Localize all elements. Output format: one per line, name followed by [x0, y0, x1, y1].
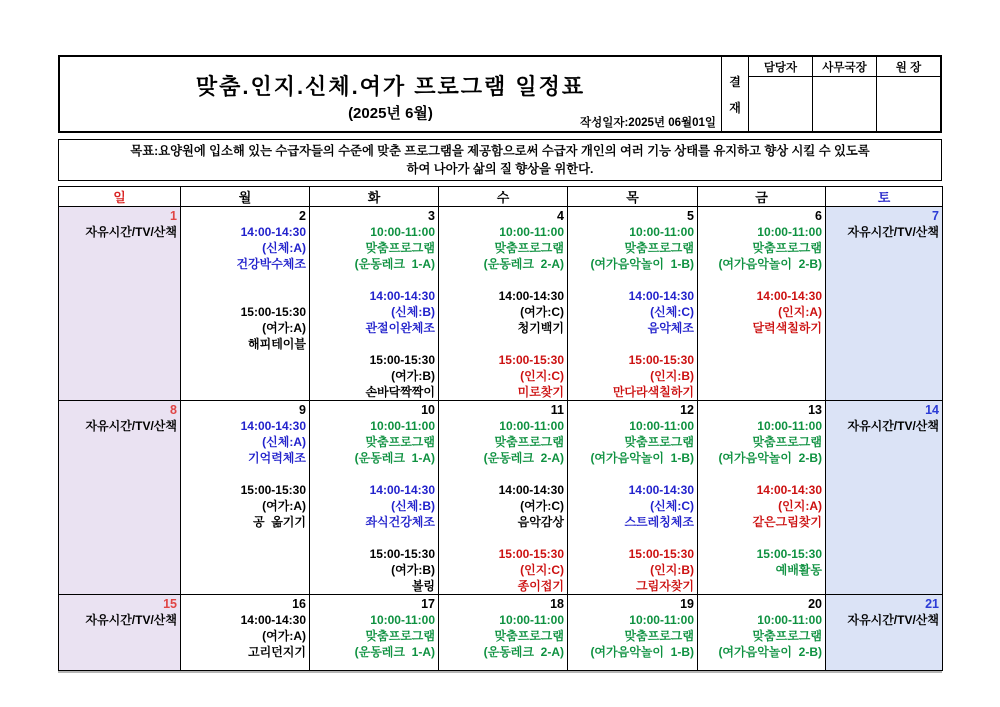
approval-stamp-label: [722, 57, 749, 131]
calendar-week-row: [59, 401, 943, 595]
spacer-line: [440, 272, 564, 288]
spacer-line: [699, 272, 822, 288]
schedule-sheet: [58, 55, 942, 671]
schedule-line: (여가:B): [391, 369, 435, 383]
approval-sign-cell: [749, 77, 813, 131]
day-number: 10: [421, 403, 435, 417]
schedule-line: (인지:A): [778, 499, 822, 513]
schedule-line: (인지:B): [650, 369, 694, 383]
calendar-day-cell-21: [826, 595, 943, 671]
approval-sign-cell: [877, 77, 940, 131]
schedule-line: 음악체조: [647, 321, 694, 335]
calendar-day-cell-14: [826, 401, 943, 595]
schedule-line: 손바닥짝짝이: [365, 385, 435, 399]
day-number: 2: [299, 209, 306, 223]
spacer-line: [440, 336, 564, 352]
schedule-line: (운동레크 1-A): [354, 645, 435, 659]
day-number: 3: [428, 209, 435, 223]
written-date: 작성일자:2025년 06월01일: [580, 117, 716, 129]
calendar-day-cell-18: [439, 595, 568, 671]
schedule-line: 볼링: [411, 579, 435, 593]
schedule-line: 좌식건강체조: [365, 515, 435, 529]
schedule-line: 관절이완체조: [365, 321, 435, 335]
schedule-line: 자유시간/TV/산책: [85, 419, 177, 433]
schedule-line: 미로찾기: [517, 385, 564, 399]
day-number: 14: [925, 403, 939, 417]
schedule-line: (신체:A): [262, 241, 306, 255]
schedule-line: 자유시간/TV/산책: [847, 613, 939, 627]
schedule-line: (여가음악놀이 1-B): [590, 645, 694, 659]
schedule-line: 음악감상: [517, 515, 564, 529]
calendar-day-cell-15: [59, 595, 181, 671]
goal-line-2: 하여 나아가 삶의 질 향상을 위한다.: [406, 162, 594, 176]
schedule-line: (운동레크 1-A): [354, 257, 435, 271]
schedule-line: 14:00-14:30: [369, 483, 435, 497]
approval-signature-row: [749, 77, 940, 131]
schedule-line: 맞춤프로그램: [365, 241, 435, 255]
schedule-line: 맞춤프로그램: [624, 241, 694, 255]
schedule-line: 10:00-11:00: [757, 225, 822, 239]
day-number: 20: [808, 597, 822, 611]
schedule-line: (여가:C): [520, 305, 564, 319]
schedule-line: 맞춤프로그램: [365, 629, 435, 643]
schedule-line: 14:00-14:30: [240, 225, 306, 239]
schedule-line: 맞춤프로그램: [752, 435, 822, 449]
schedule-line: 건강박수체조: [236, 257, 306, 271]
schedule-line: (여가:B): [391, 563, 435, 577]
approval-columns: [749, 57, 940, 131]
schedule-line: 14:00-14:30: [240, 613, 306, 627]
schedule-line: 맞춤프로그램: [494, 435, 564, 449]
schedule-line: 맞춤프로그램: [624, 629, 694, 643]
calendar-day-cell-1: [59, 207, 181, 401]
schedule-line: (운동레크 2-A): [483, 645, 564, 659]
schedule-line: 15:00-15:30: [240, 483, 306, 497]
day-number: 6: [815, 209, 822, 223]
title-box: [60, 57, 722, 131]
schedule-line: 청기백기: [517, 321, 564, 335]
schedule-line: 14:00-14:30: [756, 289, 822, 303]
approval-box: [722, 57, 940, 131]
day-header-금: 금: [698, 187, 826, 207]
approval-col-manager: 담당자: [749, 57, 813, 76]
day-number: 12: [680, 403, 694, 417]
approval-stamp-char-2: 재: [729, 100, 741, 115]
schedule-line: 종이접기: [517, 579, 564, 593]
schedule-line: 맞춤프로그램: [624, 435, 694, 449]
calendar-day-cell-13: [698, 401, 826, 595]
calendar-table: [58, 186, 943, 671]
schedule-line: 14:00-14:30: [240, 419, 306, 433]
schedule-line: 15:00-15:30: [240, 305, 306, 319]
calendar-day-cell-2: [181, 207, 310, 401]
spacer-line: [699, 466, 822, 482]
schedule-line: (여가:A): [262, 321, 306, 335]
calendar-day-cell-9: [181, 401, 310, 595]
schedule-line: 14:00-14:30: [628, 289, 694, 303]
spacer-line: [569, 336, 694, 352]
schedule-line: 해피테이블: [248, 337, 306, 351]
schedule-line: 10:00-11:00: [370, 613, 435, 627]
approval-col-office-director: 사무국장: [813, 57, 877, 76]
schedule-line: (신체:C): [650, 305, 694, 319]
spacer-line: [569, 272, 694, 288]
schedule-line: 공 옮기기: [252, 515, 306, 529]
day-number: 1: [170, 209, 177, 223]
schedule-line: 맞춤프로그램: [752, 629, 822, 643]
calendar-day-cell-7: [826, 207, 943, 401]
calendar-day-cell-11: [439, 401, 568, 595]
day-number: 18: [550, 597, 564, 611]
calendar-week-row: [59, 207, 943, 401]
calendar-day-cell-8: [59, 401, 181, 595]
day-number: 17: [421, 597, 435, 611]
day-number: 21: [925, 597, 939, 611]
schedule-line: 15:00-15:30: [498, 547, 564, 561]
schedule-line: 10:00-11:00: [629, 613, 694, 627]
calendar-week-row: [59, 595, 943, 671]
schedule-line: 10:00-11:00: [757, 419, 822, 433]
schedule-line: (운동레크 1-A): [354, 451, 435, 465]
spacer-line: [182, 288, 306, 304]
spacer-line: [569, 530, 694, 546]
schedule-line: 10:00-11:00: [370, 419, 435, 433]
day-number: 8: [170, 403, 177, 417]
page-subtitle: (2025년 6월): [348, 105, 433, 122]
day-number: 7: [932, 209, 939, 223]
calendar-day-cell-5: [568, 207, 698, 401]
schedule-line: 15:00-15:30: [756, 547, 822, 561]
page-title: 맞춤.인지.신체.여가 프로그램 일정표: [195, 74, 586, 99]
spacer-line: [311, 336, 435, 352]
day-header-수: 수: [439, 187, 568, 207]
approval-header-row: [749, 57, 940, 77]
schedule-line: 15:00-15:30: [628, 547, 694, 561]
schedule-line: 15:00-15:30: [628, 353, 694, 367]
goal-box: [58, 139, 942, 181]
schedule-line: 기억력체조: [248, 451, 306, 465]
spacer-line: [311, 530, 435, 546]
schedule-line: (인지:B): [650, 563, 694, 577]
calendar-wrap: [58, 186, 942, 671]
schedule-line: 10:00-11:00: [499, 613, 564, 627]
schedule-line: 15:00-15:30: [369, 353, 435, 367]
schedule-line: 같은그림찾기: [752, 515, 822, 529]
schedule-line: (신체:B): [391, 305, 435, 319]
spacer-line: [440, 530, 564, 546]
spacer-line: [182, 466, 306, 482]
day-number: 13: [808, 403, 822, 417]
schedule-line: 자유시간/TV/산책: [85, 613, 177, 627]
schedule-line: 스트레칭체조: [624, 515, 694, 529]
schedule-line: (여가:A): [262, 629, 306, 643]
schedule-line: 10:00-11:00: [629, 225, 694, 239]
schedule-line: 15:00-15:30: [369, 547, 435, 561]
calendar-day-cell-20: [698, 595, 826, 671]
schedule-line: (신체:A): [262, 435, 306, 449]
schedule-line: 10:00-11:00: [370, 225, 435, 239]
calendar-day-cell-16: [181, 595, 310, 671]
schedule-line: (여가음악놀이 1-B): [590, 451, 694, 465]
schedule-line: (여가음악놀이 1-B): [590, 257, 694, 271]
schedule-line: (여가음악놀이 2-B): [718, 451, 822, 465]
spacer-line: [440, 466, 564, 482]
day-number: 19: [680, 597, 694, 611]
calendar-body: [59, 207, 943, 671]
header-band: [58, 55, 942, 133]
goal-line-1: 목표:요양원에 입소해 있는 수급자들의 수준에 맞춘 프로그램을 제공함으로써 수급자 개인의 여러 기능 상태를 유지하고 향상 시킬 수 있도록: [130, 144, 870, 158]
day-number: 5: [687, 209, 694, 223]
spacer-line: [311, 272, 435, 288]
schedule-line: (신체:C): [650, 499, 694, 513]
day-header-일: 일: [59, 187, 181, 207]
schedule-line: (신체:B): [391, 499, 435, 513]
schedule-line: 예배활동: [775, 563, 822, 577]
day-number: 11: [550, 403, 564, 417]
day-number: 16: [292, 597, 306, 611]
spacer-line: [699, 530, 822, 546]
schedule-line: 자유시간/TV/산책: [85, 225, 177, 239]
calendar-day-cell-19: [568, 595, 698, 671]
schedule-line: 10:00-11:00: [757, 613, 822, 627]
day-header-월: 월: [181, 187, 310, 207]
spacer-line: [569, 466, 694, 482]
day-header-토: 토: [826, 187, 943, 207]
schedule-line: 10:00-11:00: [499, 225, 564, 239]
schedule-line: 맞춤프로그램: [365, 435, 435, 449]
day-header-목: 목: [568, 187, 698, 207]
schedule-line: (운동레크 2-A): [483, 451, 564, 465]
spacer-line: [182, 272, 306, 288]
schedule-line: (인지:C): [520, 563, 564, 577]
calendar-day-cell-3: [310, 207, 439, 401]
approval-stamp-char-1: 결: [729, 74, 741, 89]
schedule-line: (여가음악놀이 2-B): [718, 257, 822, 271]
day-number: 15: [163, 597, 177, 611]
schedule-line: 만다라색칠하기: [612, 385, 694, 399]
schedule-line: 14:00-14:30: [498, 483, 564, 497]
schedule-line: (여가음악놀이 2-B): [718, 645, 822, 659]
schedule-line: 맞춤프로그램: [494, 629, 564, 643]
schedule-line: 자유시간/TV/산책: [847, 225, 939, 239]
schedule-line: (인지:C): [520, 369, 564, 383]
calendar-day-cell-6: [698, 207, 826, 401]
day-number: 9: [299, 403, 306, 417]
schedule-line: 15:00-15:30: [498, 353, 564, 367]
calendar-day-cell-12: [568, 401, 698, 595]
day-number: 4: [557, 209, 564, 223]
schedule-line: 10:00-11:00: [629, 419, 694, 433]
schedule-line: 14:00-14:30: [369, 289, 435, 303]
schedule-line: 14:00-14:30: [498, 289, 564, 303]
schedule-line: (여가:A): [262, 499, 306, 513]
schedule-line: 맞춤프로그램: [752, 241, 822, 255]
schedule-line: 자유시간/TV/산책: [847, 419, 939, 433]
schedule-line: 14:00-14:30: [756, 483, 822, 497]
schedule-line: (인지:A): [778, 305, 822, 319]
schedule-line: 14:00-14:30: [628, 483, 694, 497]
day-header-화: 화: [310, 187, 439, 207]
schedule-line: 고리던지기: [248, 645, 306, 659]
schedule-line: (여가:C): [520, 499, 564, 513]
schedule-line: 그림자찾기: [636, 579, 694, 593]
approval-col-director: 원 장: [895, 61, 922, 74]
spacer-line: [311, 466, 435, 482]
day-header-row: [59, 187, 943, 207]
schedule-line: 달력색칠하기: [752, 321, 822, 335]
schedule-line: (운동레크 2-A): [483, 257, 564, 271]
calendar-day-cell-4: [439, 207, 568, 401]
calendar-day-cell-17: [310, 595, 439, 671]
calendar-day-cell-10: [310, 401, 439, 595]
schedule-line: 10:00-11:00: [499, 419, 564, 433]
approval-sign-cell: [813, 77, 877, 131]
schedule-line: 맞춤프로그램: [494, 241, 564, 255]
